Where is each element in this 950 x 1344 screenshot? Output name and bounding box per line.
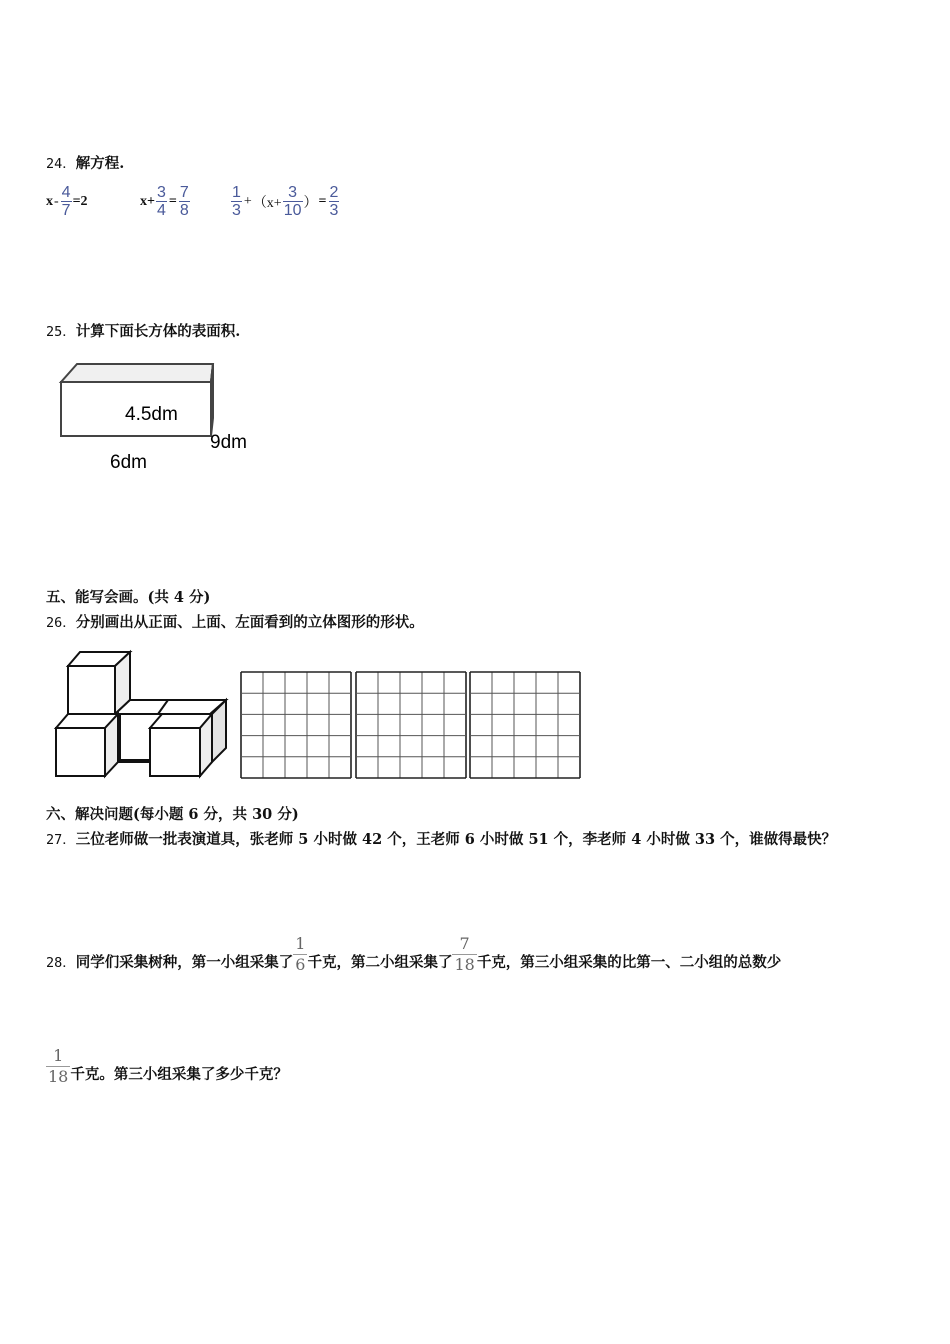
grid-2 [356, 672, 466, 778]
equation-3: $\frac{1}{3}$ + （x+ $\frac{3}{10}$ ） = $\frac{2}{3}$ [232, 184, 339, 219]
cuboid-side-face [211, 364, 213, 436]
fraction-1-18: 1 18 [48, 1046, 69, 1086]
fraction: $\frac{4}{7}$ [61, 184, 71, 219]
question-28-title: 28．同学们采集树种，第一小组采集了 1 6 千克，第二小组采集了 7 18 千克，第三小组采集的比第一、二小组的总数少 [46, 934, 782, 974]
question-26-title: 26．分别画出从正面、上面、左面看到的立体图形的形状。 [46, 614, 424, 631]
cube-stack-figure [50, 648, 240, 783]
fraction-7-18: 7 18 [454, 934, 475, 974]
length-label: 6dm [110, 452, 147, 473]
equation-1: x - $\frac{4}{7}$ =2 [46, 184, 88, 219]
question-27-title: 27．三位老师做一批表演道具，张老师 5 小时做 42 个，王老师 6 小时做 51 个，李老师 4 小时做 33 个，谁做得最快？ [46, 831, 837, 848]
question-24-title: 24．解方程. [46, 155, 125, 172]
section-5-title: 五、能写会画。(共 4 分) [46, 589, 211, 606]
depth-label: 9dm [210, 432, 247, 453]
question-28-continued: 1 18 千克。第三小组采集了多少千克？ [48, 1046, 288, 1086]
section-6-title: 六、解决问题(每小题 6 分，共 30 分) [46, 806, 299, 823]
fraction-1-6: 1 6 [295, 934, 306, 974]
grid-3 [470, 672, 580, 778]
grid-1 [241, 672, 351, 778]
equation-2: x+ $\frac{3}{4}$ = $\frac{7}{8}$ [140, 184, 189, 219]
height-label: 4.5dm [125, 404, 178, 425]
cube-front [68, 666, 115, 714]
cuboid-top-face [61, 364, 213, 382]
cuboid-figure [50, 358, 270, 478]
drawing-grids [240, 671, 585, 781]
question-25-title: 25．计算下面长方体的表面积. [46, 323, 241, 340]
